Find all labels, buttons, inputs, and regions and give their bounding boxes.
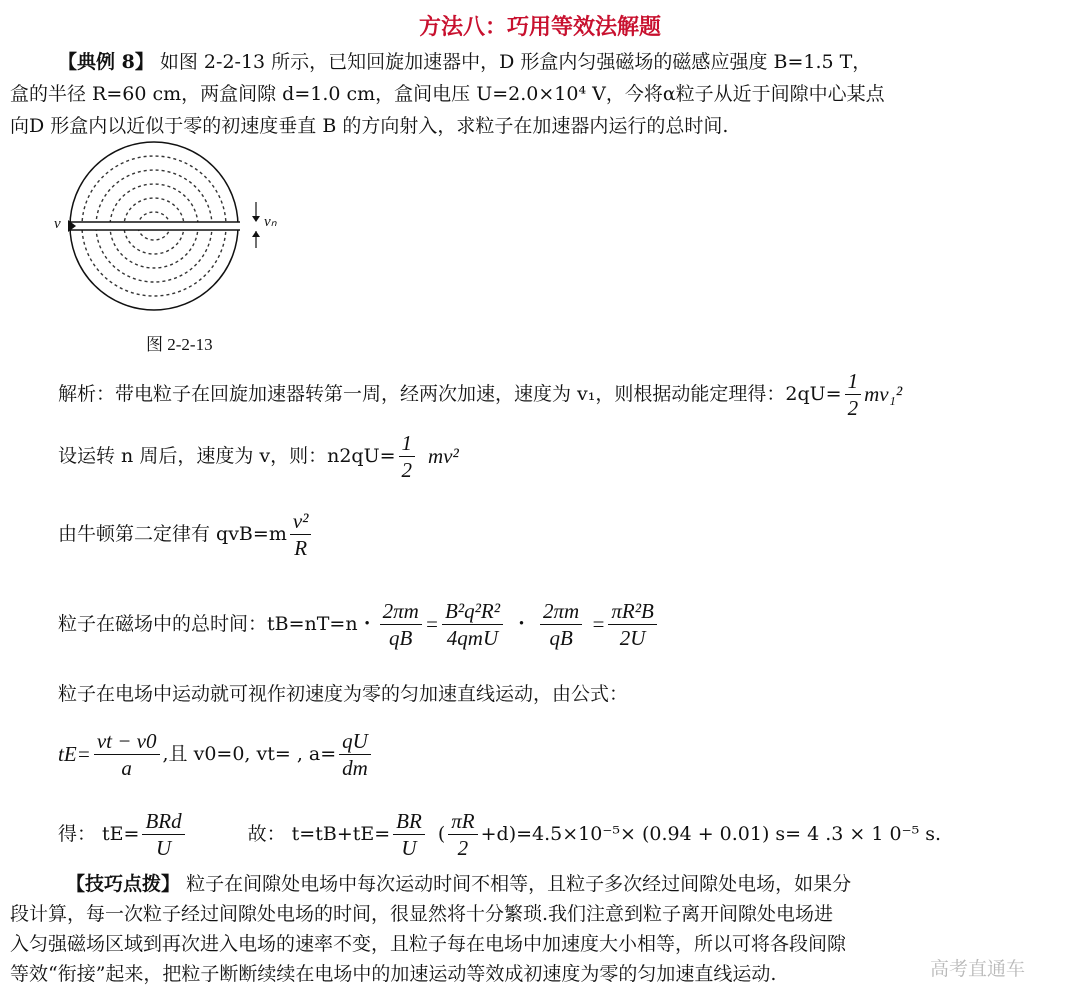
example-label: 【典例 8】 — [58, 51, 154, 73]
tip-line-2: 段计算，每一次粒子经过间隙处电场的时间，很显然将十分繁琐.我们注意到粒子离开间隙处电场进 — [10, 903, 834, 925]
example-line-3: 向D 形盒内以近似于零的初速度垂直 B 的方向射入，求粒子在加速器内运行的总时间. — [10, 115, 729, 137]
solution-line-2 — [58, 430, 459, 483]
frac-den: 4qmU — [446, 626, 499, 650]
tip-line-4: 等效“衔接”起来，把粒子断断续续在电场中的加速运动等效成初速度为零的匀加速直线运动. — [10, 963, 777, 985]
label-v: v — [54, 216, 61, 232]
tip-line-1 — [66, 870, 851, 899]
solution-text-1: 解析：带电粒子在回旋加速器转第一周，经两次加速，速度为 v₁，则根据动能定理得：2qU= — [58, 383, 842, 405]
fraction-br-u — [393, 808, 425, 861]
fraction-pir2b — [608, 598, 656, 651]
frac-num: 1 — [399, 430, 416, 457]
frac-num: BR — [393, 808, 425, 835]
frac-den: 2 — [457, 836, 469, 860]
result-head: 得： tE= — [58, 823, 140, 845]
fraction-2pim-qb-2 — [540, 598, 582, 651]
frac-den: U — [155, 836, 172, 860]
frac-num: BRd — [142, 808, 184, 835]
frac-den: qB — [389, 626, 413, 650]
solution-line-3 — [58, 508, 314, 561]
frac-num: πR — [448, 808, 477, 835]
solution-text-2: 设运转 n 周后，速度为 v，则：n2qU= — [58, 445, 396, 467]
frac-den: a — [121, 756, 132, 780]
cyclotron-figure — [50, 138, 280, 328]
solution-tail-2: mv² — [428, 444, 459, 468]
fraction-half-1 — [845, 368, 862, 421]
cyclotron-diagram — [50, 138, 280, 328]
frac-num: B²q²R² — [442, 598, 503, 625]
solution-text-3: 由牛顿第二定律有 qvB=m — [58, 523, 287, 545]
frac-num: πR²B — [608, 598, 656, 625]
frac-den: 2 — [847, 396, 859, 420]
fraction-brd-u — [142, 808, 184, 861]
solution-mid-6: ,且 v0=0, vt= , a= — [162, 743, 337, 765]
dot-operator: ・ — [512, 613, 532, 635]
solution-line-7 — [58, 808, 941, 861]
frac-den: 2 — [401, 458, 413, 482]
solution-line-6 — [58, 728, 374, 781]
fraction-v2-r — [290, 508, 312, 561]
fraction-velocity — [94, 728, 160, 781]
frac-den: U — [401, 836, 417, 860]
frac-num: vt − v0 — [94, 728, 160, 755]
solution-line-1 — [58, 368, 902, 421]
solution-text-4: 粒子在磁场中的总时间：tB=nT=n・ — [58, 613, 377, 635]
example-line-2: 盒的半径 R=60 cm，两盒间隙 d=1.0 cm，盒间电压 U=2.0×10⁴ V，今将α粒子从近于间隙中心某点 — [10, 83, 885, 105]
solution-line-5: 粒子在电场中运动就可视作初速度为零的匀加速直线运动，由公式： — [58, 683, 629, 705]
te-head: tE= — [58, 742, 91, 766]
tip-line-3: 入匀强磁场区域到再次进入电场的速率不变，且粒子每在电场中加速度大小相等，所以可将各段间隙 — [10, 933, 847, 955]
fraction-half-2 — [399, 430, 416, 483]
exit-arrowhead-up — [252, 231, 260, 237]
figure-caption: 图 2-2-13 — [146, 335, 213, 354]
exit-arrowhead-down — [252, 216, 260, 222]
frac-num: 2πm — [380, 598, 422, 625]
example-text-1: 如图 2-2-13 所示，已知回旋加速器中，D 形盒内匀强磁场的磁感应强度 B=1.5 T， — [159, 51, 872, 73]
frac-den: R — [294, 536, 308, 560]
fraction-b2q2r2 — [442, 598, 503, 651]
frac-den: 2U — [619, 626, 646, 650]
frac-num: qU — [339, 728, 371, 755]
equals-sign: = — [424, 612, 439, 636]
gap-fill — [68, 222, 240, 230]
fraction-pir-2 — [448, 808, 477, 861]
frac-den: dm — [342, 756, 368, 780]
open-paren: ( — [437, 823, 446, 845]
solution-line-4 — [58, 598, 660, 651]
label-vn: vₙ — [264, 214, 277, 230]
page-title: 方法八：巧用等效法解题 — [418, 14, 661, 40]
tip-text-1: 粒子在间隙处电场中每次运动时间不相等，且粒子多次经过间隙处电场，如果分 — [186, 873, 852, 895]
solution-tail-1: mv₁² — [864, 382, 903, 406]
total-time-head: 故： t=tB+tE= — [247, 823, 391, 845]
frac-num: 2πm — [540, 598, 582, 625]
frac-num: v² — [290, 508, 312, 535]
frac-num: 1 — [845, 368, 862, 395]
fraction-2pim-qb — [380, 598, 422, 651]
example-line-1 — [58, 48, 871, 77]
equals-sign-2: = — [591, 612, 606, 636]
result-tail: +d)=4.5×10⁻⁵× (0.94 + 0.01) s= 4 .3 × 1 0⁻⁵ s. — [480, 823, 942, 845]
tip-label: 【技巧点拨】 — [66, 873, 181, 895]
watermark: 高考直通车 — [930, 958, 1026, 980]
fraction-qu-dm — [339, 728, 371, 781]
frac-den: qB — [549, 626, 573, 650]
